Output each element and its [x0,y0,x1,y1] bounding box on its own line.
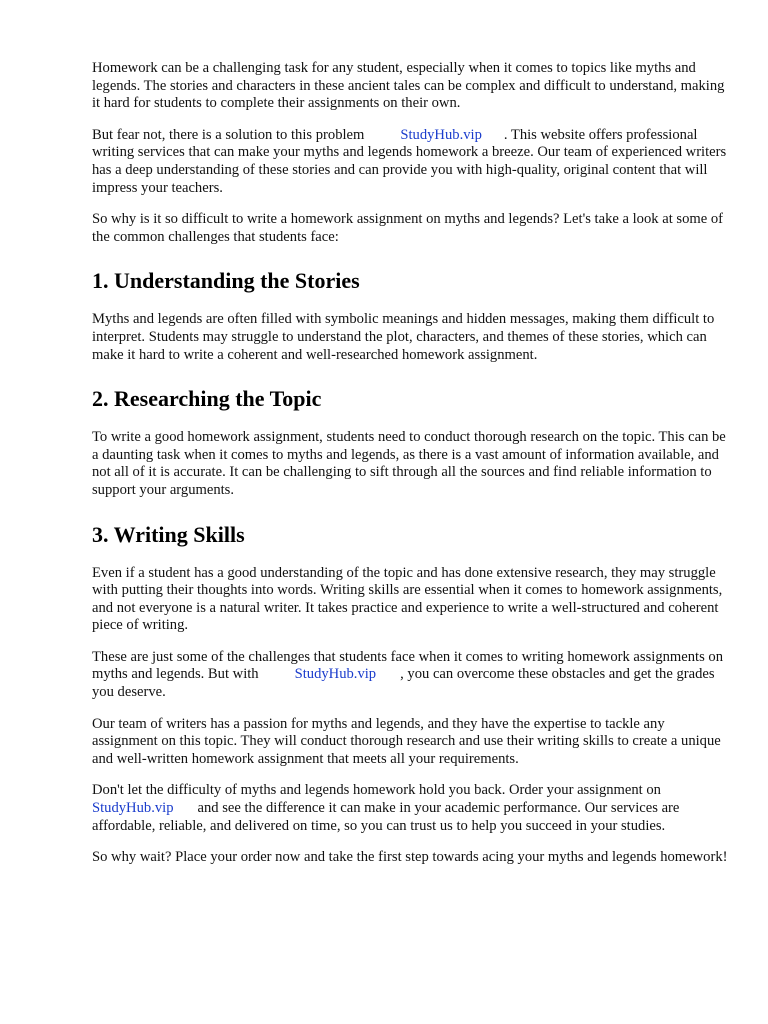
heading-understanding-stories: 1. Understanding the Stories [92,268,360,294]
order-paragraph [92,782,732,835]
team-paragraph: Our team of writers has a passion for myths and legends, and they have the expertise to tackle any assignment on this topic. They will conduct thorough research and use their writing skills to create a unique and well-written homework assignment that meets all your requirements. [92,715,721,767]
document-body [92,60,732,881]
studyhub-link-2[interactable]: StudyHub.vip [294,666,377,683]
solution-paragraph [92,127,732,197]
heading-researching-topic: 2. Researching the Topic [92,386,322,412]
heading-writing-skills: 3. Writing Skills [92,521,245,547]
writing-skills-paragraph: Even if a student has a good understanding of the topic and has done extensive research, they may struggle with putting their thoughts into words. Writing skills are essential when it comes to homework assignments, and not everyone is a natural writer. It takes practice and experience to write a well-structured and coherent piece of writing. [92,564,723,634]
overcome-text-before: These are just some of the challenges that students face when it comes to writing homework assignments on myths and legends. But with [92,648,724,683]
closing-paragraph: So why wait? Place your order now and take the first step towards acing your myths and legends homework! [92,849,728,866]
studyhub-link-3[interactable]: StudyHub.vip [92,800,174,817]
researching-paragraph: To write a good homework assignment, students need to conduct thorough research on the topic. This can be a daunting task when it comes to myths and legends, as there is a vast amount of information available, and not all of it is accurate. It can be challenging to sift through all the sources and find reliable information to support your arguments. [92,429,726,498]
order-text-before: Don't let the difficulty of myths and legends homework hold you back. Order your assignment on [92,782,661,799]
studyhub-link-1[interactable]: StudyHub.vip [400,126,482,143]
solution-text-after: . This website offers professional writing services that can make your myths and legends homework a breeze. Our team of experienced writers has a deep understanding of these stories and can provide you with high-quality, original content that will impress your teachers. [92,126,727,196]
overcome-paragraph [92,649,732,702]
intro-paragraph: Homework can be a challenging task for any student, especially when it comes to topics like myths and legends. The stories and characters in these ancient tales can be complex and difficult to understand, making it hard for students to complete their assignments on their own. [92,60,725,112]
solution-text-before: But fear not, there is a solution to this problem [92,126,365,143]
overcome-text-after: , you can overcome these obstacles and get the grades you deserve. [92,666,715,701]
order-text-after: and see the difference it can make in your academic performance. Our services are affordable, reliable, and delivered on time, so you can trust us to help you succeed in your studies. [92,800,680,834]
challenges-intro-paragraph: So why is it so difficult to write a homework assignment on myths and legends? Let's take a look at some of the common challenges that students face: [92,211,724,245]
understanding-paragraph: Myths and legends are often filled with symbolic meanings and hidden messages, making them difficult to interpret. Students may struggle to understand the plot, characters, and themes of these stories, which can make it hard to write a coherent and well-researched homework assignment. [92,311,715,363]
